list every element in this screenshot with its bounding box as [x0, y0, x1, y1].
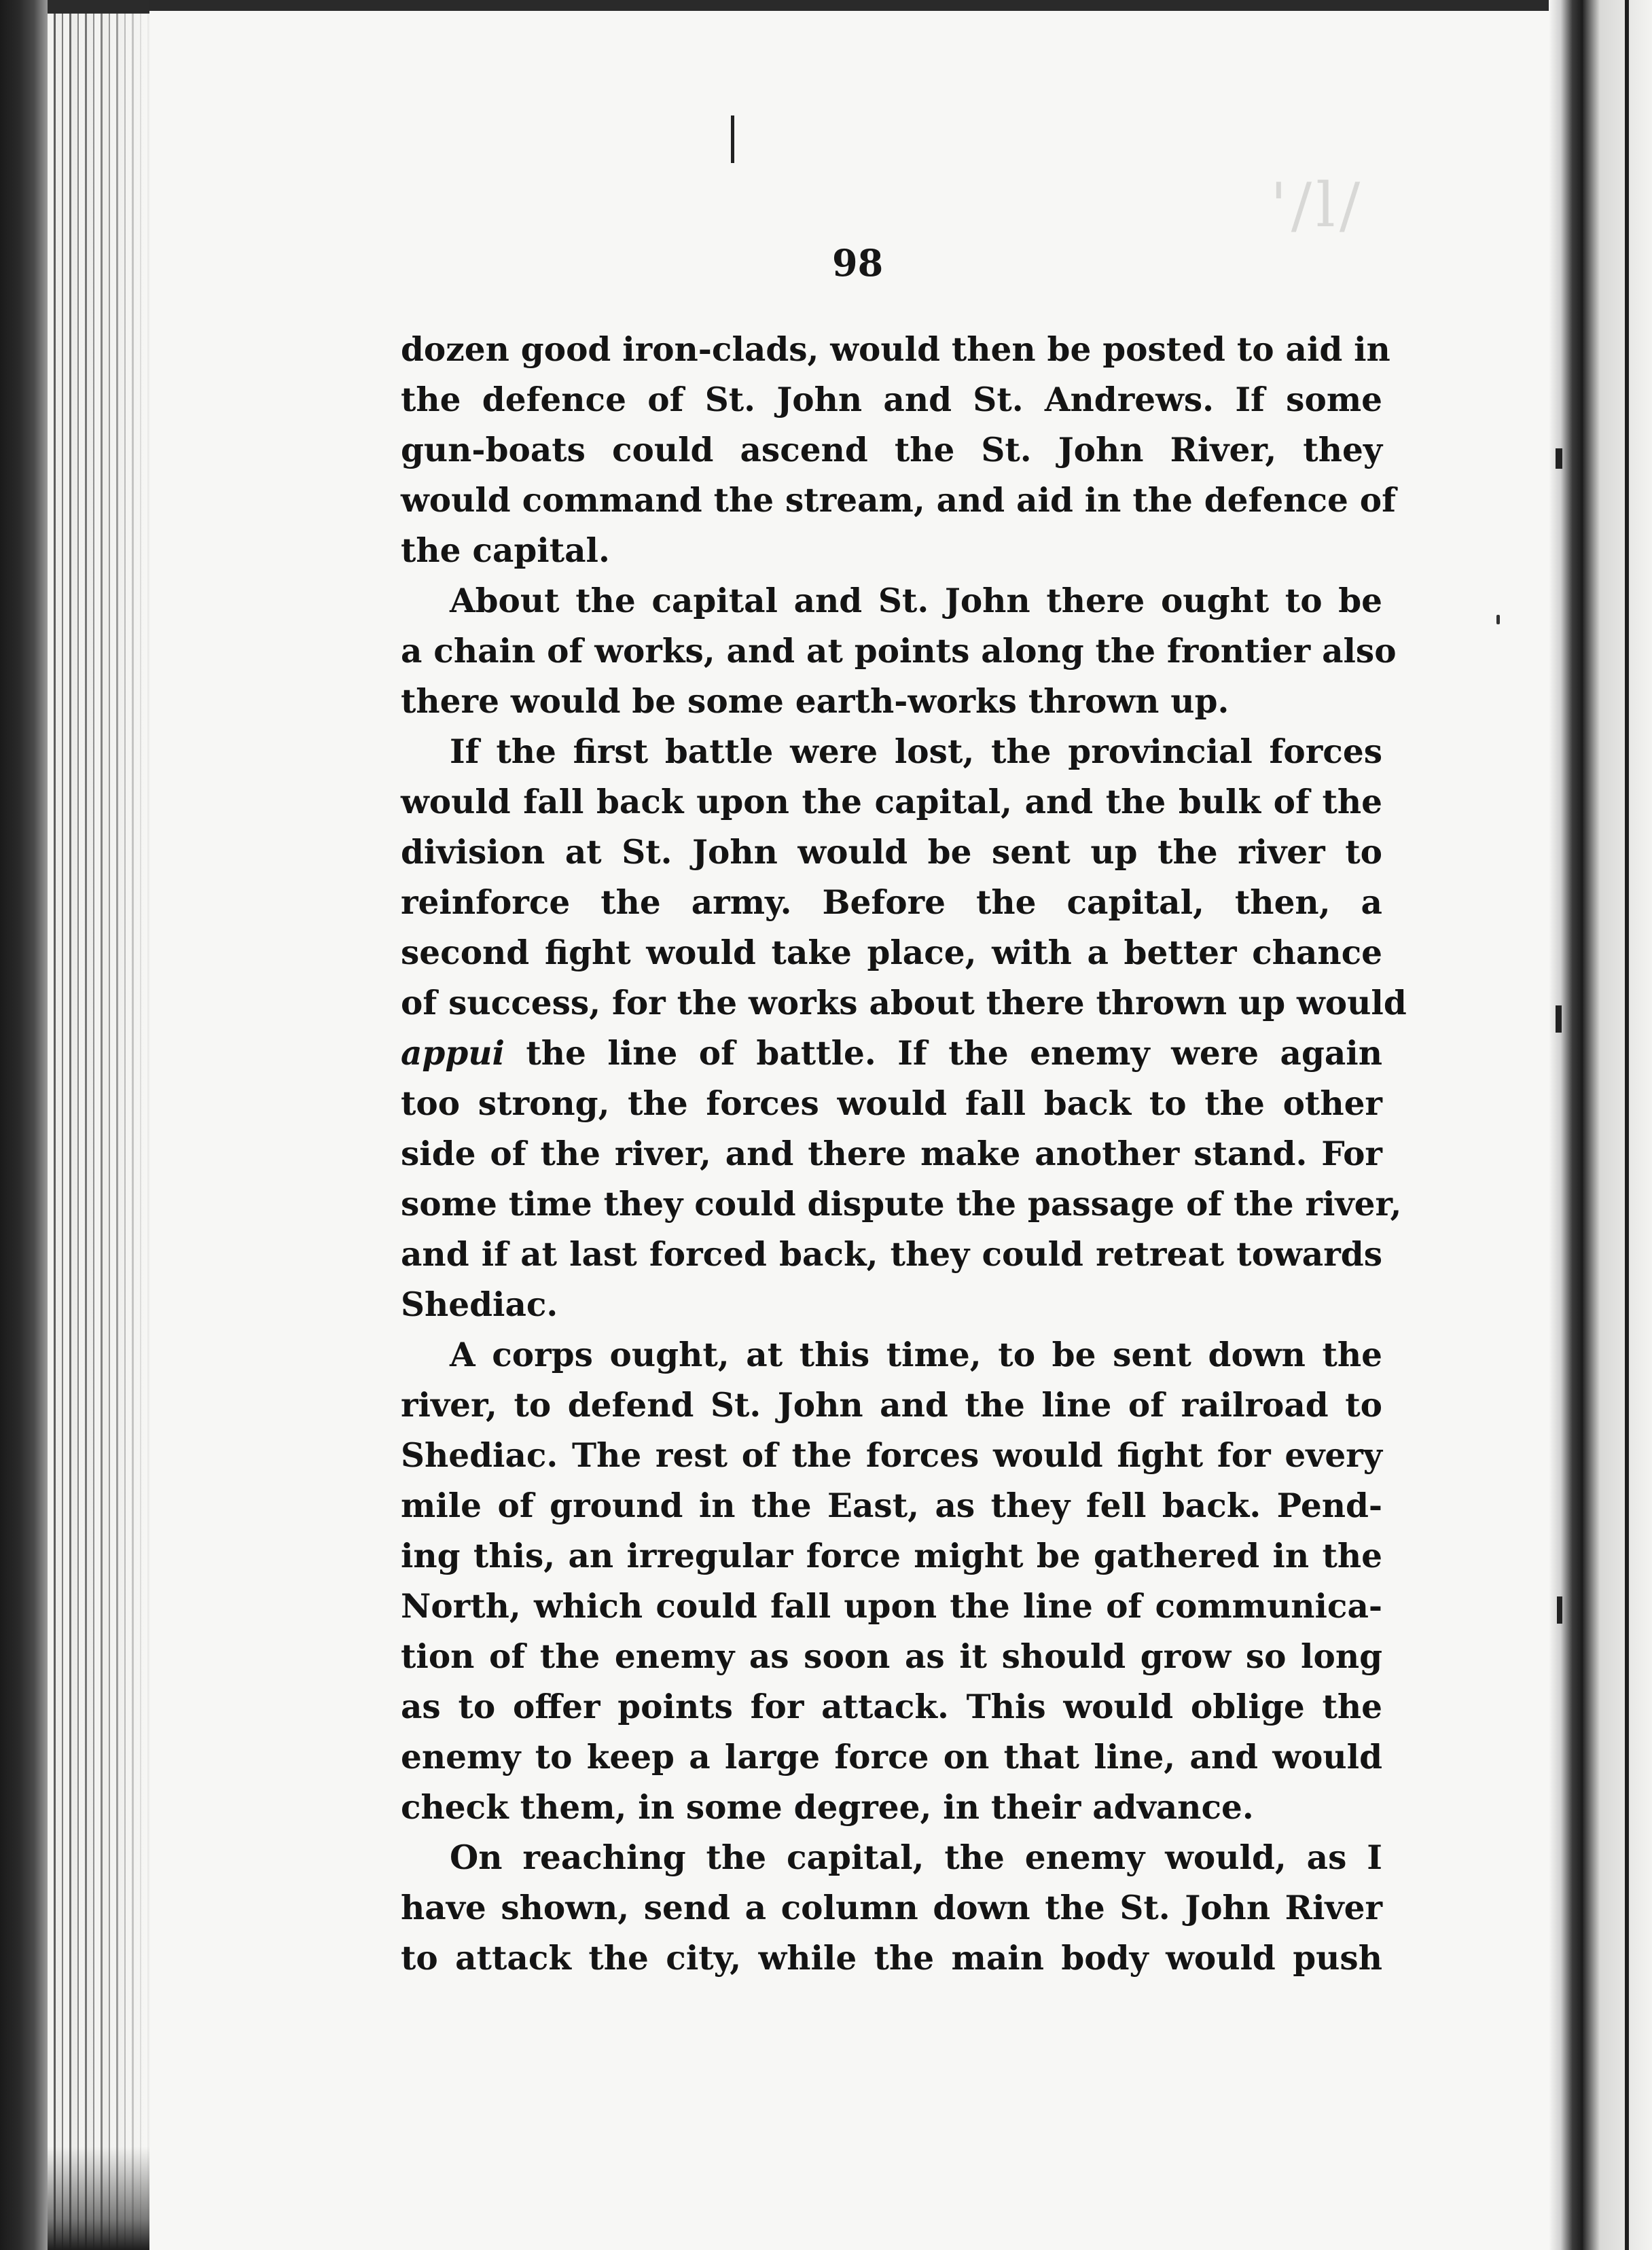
text-line: Shediac. — [401, 1285, 558, 1324]
text-line: there would be some earth-works thrown up. — [401, 682, 1229, 721]
scan-speck — [1496, 615, 1500, 624]
text-line: mile of ground in the East, as they fell back. Pend- — [401, 1486, 1382, 1525]
page-number: 98 — [832, 241, 884, 285]
text-line: would fall back upon the capital, and the bulk of the — [401, 783, 1382, 821]
text-line: river, to defend St. John and the line of railroad to — [401, 1386, 1382, 1425]
text-line-with-italic — [401, 1029, 1382, 1079]
scan-mark — [731, 115, 734, 163]
text-line: side of the river, and there make another stand. For — [401, 1135, 1382, 1173]
text-line: reinforce the army. Before the capital, then, a — [401, 883, 1382, 922]
text-line: tion of the enemy as soon as it should grow so long — [401, 1637, 1382, 1676]
text-line: North, which could fall upon the line of communica- — [401, 1587, 1382, 1626]
text-line: enemy to keep a large force on that line, and would — [401, 1738, 1382, 1776]
next-page-edge — [1583, 0, 1652, 2250]
text-line: A corps ought, at this time, to be sent down the — [450, 1336, 1382, 1374]
bleed-through-mark: '/l/ — [1270, 170, 1365, 241]
text-line: and if at last forced back, they could retreat towards — [401, 1235, 1382, 1274]
body-text — [401, 325, 1407, 1984]
page-stack-fade — [48, 0, 149, 2250]
text-line: ing this, an irregular force might be gathered in the — [401, 1537, 1382, 1575]
text-line: have shown, send a column down the St. John River — [401, 1889, 1382, 1927]
text-line: the capital. — [401, 531, 610, 570]
text-line: some time they could dispute the passage of the river, — [401, 1185, 1402, 1224]
text-line: Shediac. The rest of the forces would fight for every — [401, 1436, 1382, 1475]
scan-mark — [1556, 448, 1562, 469]
text-line: About the capital and St. John there ought to be — [450, 582, 1382, 620]
text-line: the defence of St. John and St. Andrews. If some — [401, 380, 1382, 419]
scan-mark — [1556, 1005, 1562, 1033]
scan-mark — [1557, 1596, 1562, 1624]
text-line: On reaching the capital, the enemy would, as I — [450, 1838, 1382, 1877]
text-line: of success, for the works about there thrown up would — [401, 984, 1407, 1022]
text-line: as to offer points for attack. This would oblige the — [401, 1688, 1382, 1726]
page-stack-top — [48, 0, 163, 14]
text-line: too strong, the forces would fall back to the other — [401, 1084, 1382, 1123]
text-line: check them, in some degree, in their advance. — [401, 1788, 1254, 1827]
text-line: a chain of works, and at points along the frontier also — [401, 632, 1397, 671]
scanner-edge-left — [0, 0, 48, 2250]
text-line: to attack the city, while the main body would push — [401, 1939, 1382, 1978]
next-page-line — [1625, 0, 1629, 2250]
text-line: gun-boats could ascend the St. John River, they — [401, 431, 1382, 469]
text-line: division at St. John would be sent up the river to — [401, 833, 1382, 872]
book-gutter — [1549, 0, 1583, 2250]
text-line: dozen good iron-clads, would then be posted to aid in — [401, 330, 1390, 369]
text-line: would command the stream, and aid in the defence of — [401, 481, 1396, 520]
text-line: second fight would take place, with a better chance — [401, 933, 1382, 972]
text-line: If the first battle were lost, the provincial forces — [450, 732, 1382, 771]
italic-word: appui — [401, 1034, 505, 1073]
text-line-rest: the line of battle. If the enemy were again — [526, 1034, 1382, 1073]
